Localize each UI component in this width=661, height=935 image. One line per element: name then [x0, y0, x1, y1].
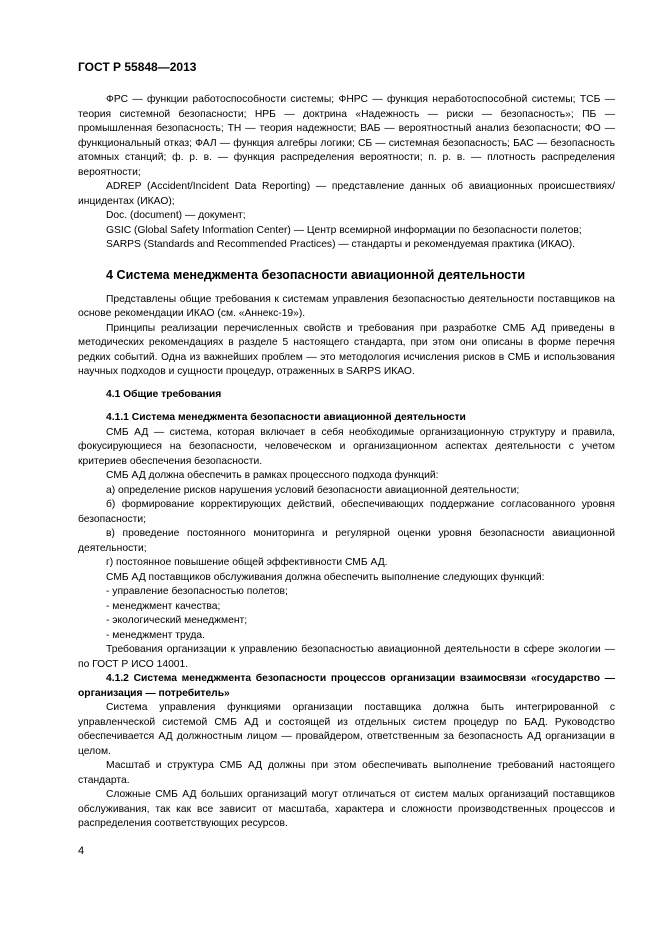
paragraph: Представлены общие требования к системам управления безопасностью деятельности поставщиков на основе рекомендации ИКАО (см. «Аннекс-19»). [78, 293, 615, 319]
abbreviation-list: ФРС — функции работоспособности системы; ФНРС — функция неработоспособной системы; ТСБ — теория системной безопасности; НРБ — доктрина «Надежность — риски — безопасность»; ПБ — промышленная безопасность; ТН — теория надежности; ВАБ — вероятностный анализ безопасности; ФО — функциональный отказ; ФАЛ — функция алгебры логики; СБ — системная безопасность; БАС — безопасность атомных станций; ф. р. в. — функция распределения вероятности; п. р. в. — плотность распределения вероятности; [78, 94, 615, 178]
paragraph: СМБ АД должна обеспечить в рамках процессного подхода функций: [106, 470, 439, 481]
list-item: - управление безопасностью полетов; [106, 586, 288, 597]
list-item: г) постоянное повышение общей эффективности СМБ АД. [106, 557, 388, 568]
list-item: в) проведение постоянного мониторинга и регулярной оценки уровня безопасности авиационной деятельности; [78, 528, 615, 554]
clause-heading: 4.1.1 Система менеджмента безопасности авиационной деятельности [106, 412, 466, 423]
document-header: ГОСТ Р 55848—2013 [78, 60, 197, 74]
paragraph: СМБ АД поставщиков обслуживания должна обеспечить выполнение следующих функций: [106, 571, 545, 583]
abbreviation-item: SARPS (Standards and Recommended Practices) — стандарты и рекомендуемая практика (ИКАО). [106, 239, 576, 250]
list-item: а) определение рисков нарушения условий безопасности авиационной деятельности; [106, 484, 520, 496]
list-item: - менеджмент труда. [106, 629, 205, 641]
paragraph: Принципы реализации перечисленных свойств и требования при разработке СМБ АД приведены в методических рекомендациях в разделе 5 настоящего стандарта, при этом они описаны в форме перечня редких событий. Одна из важнейших проблем — это методология исчисления рисков в СМБ и использования научных подходов и сущности процедур, отраженных в SARPS ИКАО. [78, 322, 615, 377]
paragraph: Требования организации к управлению безопасностью авиационной деятельности в сфере экологии — по ГОСТ Р ИСО 14001. [78, 644, 615, 670]
list-item: - менеджмент качества; [106, 600, 221, 612]
paragraph: Система управления функциями организации поставщика должна быть интегрированной с управленческой системой СМБ АД и состоящей из отдельных систем процедур по БАД. Руководство обеспечивается АД должностным лицом — провайдером, ответственным за безопасность АД организации в целом. [78, 702, 615, 757]
section-heading: 4 Система менеджмента безопасности авиационной деятельности [106, 267, 526, 282]
abbreviation-item: GSIC (Global Safety Information Center) — Центр всемирной информации по безопасности полетов; [106, 224, 582, 236]
list-item: б) формирование корректирующих действий, обеспечивающих поддержание согласованного уровня безопасности; [78, 499, 615, 525]
subsection-heading: 4.1 Общие требования [106, 388, 222, 400]
abbreviation-item: Doc. (document) — документ; [106, 210, 246, 221]
page-body [78, 93, 615, 832]
page-number: 4 [78, 845, 85, 857]
list-item: - экологический менеджмент; [106, 615, 248, 626]
clause-heading: 4.1.2 Система менеджмента безопасности процессов организации взаимосвязи «государство — организация — потребитель» [78, 673, 615, 699]
abbreviation-item: ADREP (Accident/Incident Data Reporting) — представление данных об авиационных происшествиях/инцидентах (ИКАО); [78, 181, 615, 207]
paragraph: Сложные СМБ АД больших организаций могут отличаться от систем малых организаций поставщиков обслуживания, так как все зависит от масштаба, характера и сложности производственных процессов и распределения соответствующих ресурсов. [78, 789, 615, 829]
paragraph: Масштаб и структура СМБ АД должны при этом обеспечивать выполнение требований настоящего стандарта. [78, 760, 615, 786]
paragraph: СМБ АД — система, которая включает в себя необходимые организационную структуру и правила, фокусирующиеся на безопасности, человеческом и организационном аспектах деятельности с учетом критериев обеспечения безопасности. [78, 426, 615, 467]
